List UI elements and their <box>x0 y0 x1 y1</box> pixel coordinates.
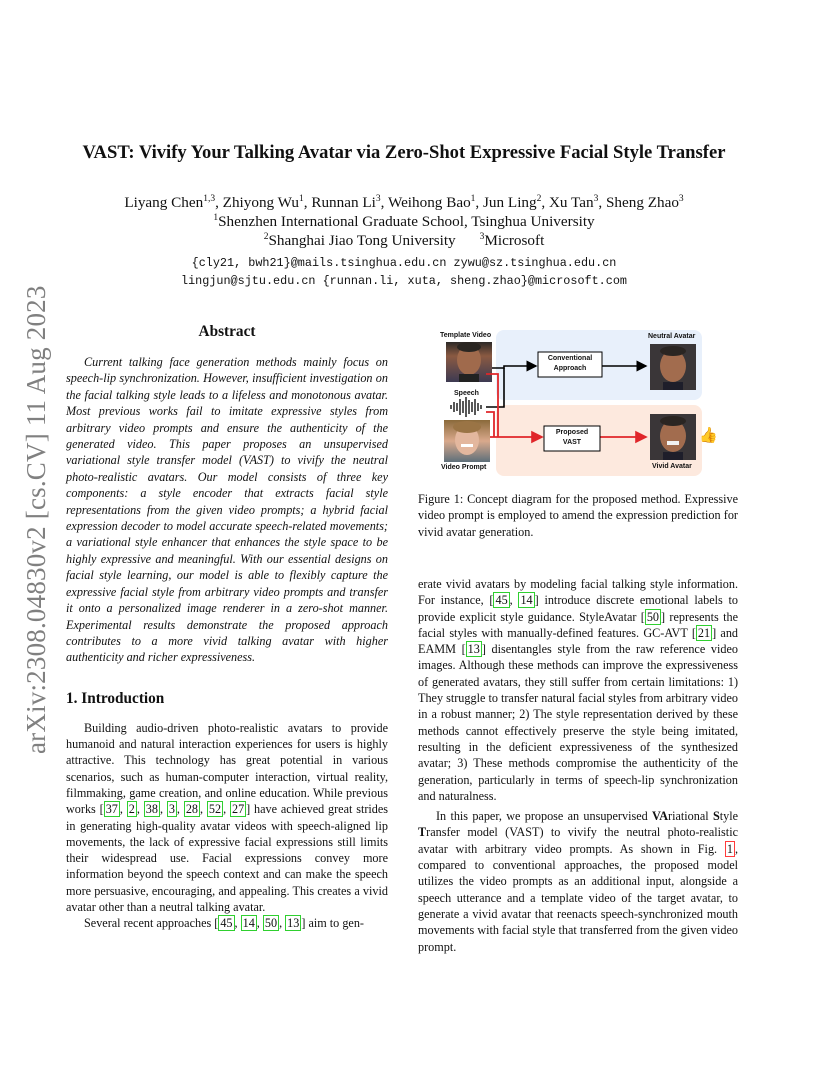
affiliation-2-3: $^2$Shanghai Jiao Tong University $^3$Microsoft <box>263 232 545 249</box>
video-prompt-label: Video Prompt <box>441 464 487 471</box>
right-column <box>418 576 738 955</box>
author-affiliation-mark: 2 <box>536 194 542 204</box>
template-video-image <box>446 342 492 382</box>
author-affiliation-mark: 3 <box>593 194 599 204</box>
author-name: Zhiyong Wu <box>222 194 299 211</box>
citation-link[interactable]: 13 <box>287 916 300 931</box>
section-heading-introduction: 1. Introduction <box>66 689 165 707</box>
speech-waveform <box>451 397 481 417</box>
intro-paragraph-1: Building audio-driven photo-realistic avatars to provide humanoid and natural interaction experiences for users is highly attractive. This technology has great potential in various scenarios, such as human-computer interaction, virtual reality, filmmaking, game creation, and online education. While previous works [ 37 , 2 , 38 , 3 , 28 , 52 , 27 ] have achieved great strides in generating high-quality avatar videos with speech-aligned lip movements, the lack of expressive facial expressions still limits their widespread use. Facial expressions convey more information beyond the speech context and can make the speech more persuasive, encouraging, and appealing. This creates a vivid avatar other than a neutral talking avatar. <box>66 720 389 914</box>
neutral-avatar-image <box>650 344 696 390</box>
thumbs-up-icon: 👍 <box>699 427 718 444</box>
author-name: Weihong Bao <box>387 194 471 211</box>
vivid-avatar-label: Vivid Avatar <box>652 463 692 470</box>
author-affiliation-mark: 1 <box>470 194 476 204</box>
citation-link[interactable]: 21 <box>697 625 711 640</box>
video-prompt-image <box>444 420 490 462</box>
arxiv-identifier: arXiv:2308.04830v2 [cs.CV] 11 Aug 2023 <box>21 285 51 754</box>
speech-label: Speech <box>454 390 479 397</box>
citation-link[interactable]: 14 <box>242 916 255 931</box>
author-name: Jun Ling <box>483 194 537 211</box>
template-video-label: Template Video <box>440 332 492 339</box>
proposed-vast-label: Proposed VAST <box>555 429 589 446</box>
author-name: Liyang Chen <box>124 194 204 211</box>
citation-link[interactable]: 2 <box>128 802 135 817</box>
abstract-heading: Abstract <box>198 323 256 340</box>
left-column <box>66 322 388 932</box>
right-paragraph-2: In this paper, we propose an unsupervised VAriational Style Transfer model (VAST) to vivify the neutral photo-realistic avatar with arbitrary video prompts. As shown in Fig. 1 , compared to conventional approaches, the proposed model utilizes the video prompts as an additional input, alongside a speech utterance and a template video of the target avatar, to generate a vivid avatar that reenacts speech-synchronized mouth movements with facial style that transferred from the given video prompt. <box>418 809 739 954</box>
bold-letters: T <box>418 825 427 840</box>
figure-concept-diagram <box>436 330 718 476</box>
author-affiliation-mark: 1,3 <box>203 194 216 204</box>
author-affiliation-mark: 3 <box>375 194 381 204</box>
bold-letters: S <box>712 809 720 824</box>
right-paragraph-1: erate vivid avatars by modeling facial talking style information. For instance, [ 45 , 14 ] introduce discrete emotional labels to provide explicit style guidance. StyleAvatar [ 50 ] represents the facial styles with manually-defined features. GC-AVT [ 21 ] and EAMM [ 13 ] disentangles style from the raw reference video images. Although these methods can improve the expressiveness of generated avatars, they still suffer from certain limitations: 1) They struggle to transfer natural facial styles from arbitrary video in a robust manner; 2) The style representation derived by these methods cannot effectively preserve the style being imitated, resulting in the deficient expressiveness of the synthesized avatar; 3) These methods compromise the authenticity of the generation, particularly in terms of speech-lip synchronization and naturalness. <box>418 577 739 803</box>
citation-link[interactable]: 50 <box>646 609 659 624</box>
neutral-avatar-label: Neutral Avatar <box>648 333 696 340</box>
email-line-1: {cly21, bwh21}@mails.tsinghua.edu.cn zywu@sz.tsinghua.edu.cn <box>191 256 617 270</box>
abstract-text: Current talking face generation methods mainly focus on speech-lip synchronization. However, insufficient investigation on the facial talking style leads to a lifeless and monotonous avatar. Most previous works fail to imitate expressive styles from arbitrary video prompts and ensure the authenticity of the generated video. This paper proposes an unsupervised variational style transfer model (VAST) to vivify the neutral photo-realistic avatars. Our model consists of three key components: a style encoder that extracts facial style representations from the given video prompts; a hybrid facial expression decoder to model accurate speech-related movements; a variational style enhancer that enhances the style space to be highly expressive and meaningful. With our essential designs on facial style learning, our model is able to flexibly capture the expressive facial style from arbitrary video prompts and transfer it onto a personalized image renderer in a zero-shot manner. Experimental results demonstrate the proposed approach contributes to a more vivid talking avatar with higher authenticity and richer expressiveness. <box>66 355 388 665</box>
author-name: Xu Tan <box>548 194 594 211</box>
citation-link[interactable]: 45 <box>495 593 508 608</box>
email-line-2: lingjun@sjtu.edu.cn {runnan.li, xuta, sheng.zhao}@microsoft.com <box>181 274 627 288</box>
figure-caption: Figure 1: Concept diagram for the proposed method. Expressive video prompt is employed to amend the expression prediction for vivid avatar generation. <box>418 492 738 539</box>
author-name: Runnan Li <box>311 194 376 211</box>
citation-link[interactable]: 13 <box>467 642 480 657</box>
author-name: Sheng Zhao <box>605 194 679 211</box>
citation-link[interactable]: 28 <box>185 802 198 817</box>
citation-link[interactable]: 27 <box>231 802 245 817</box>
author-affiliation-mark: 1 <box>298 194 304 204</box>
vivid-avatar-image <box>650 414 696 460</box>
citation-link[interactable]: 14 <box>520 593 533 608</box>
affiliation-1: $^1$Shenzhen International Graduate School, Tsinghua University <box>213 213 595 230</box>
citation-link[interactable]: 37 <box>105 802 118 817</box>
conventional-approach-label: Conventional Approach <box>547 355 593 372</box>
author-affiliation-mark: 3 <box>678 194 684 204</box>
citation-link[interactable]: 45 <box>220 916 233 931</box>
citation-link[interactable]: 3 <box>168 802 175 817</box>
citation-figure-link[interactable]: 1 <box>726 841 733 856</box>
citation-link[interactable]: 38 <box>145 802 158 817</box>
bold-letters: VA <box>652 809 669 824</box>
citation-link[interactable]: 52 <box>208 802 222 817</box>
intro-paragraph-2: Several recent approaches [ 45 , 14 , 50 , 13 ] aim to gen- <box>84 916 364 931</box>
citation-link[interactable]: 50 <box>264 916 278 931</box>
author-list: Liyang Chen$^{1,3}$, Zhiyong Wu$^1$, Runnan Li$^3$, Weihong Bao$^1$, Jun Ling$^2$, Xu Tan$^3$, Sheng Zhao$^3$ <box>124 194 684 211</box>
paper-title: VAST: Vivify Your Talking Avatar via Zero-Shot Expressive Facial Style Transfer <box>82 142 726 163</box>
